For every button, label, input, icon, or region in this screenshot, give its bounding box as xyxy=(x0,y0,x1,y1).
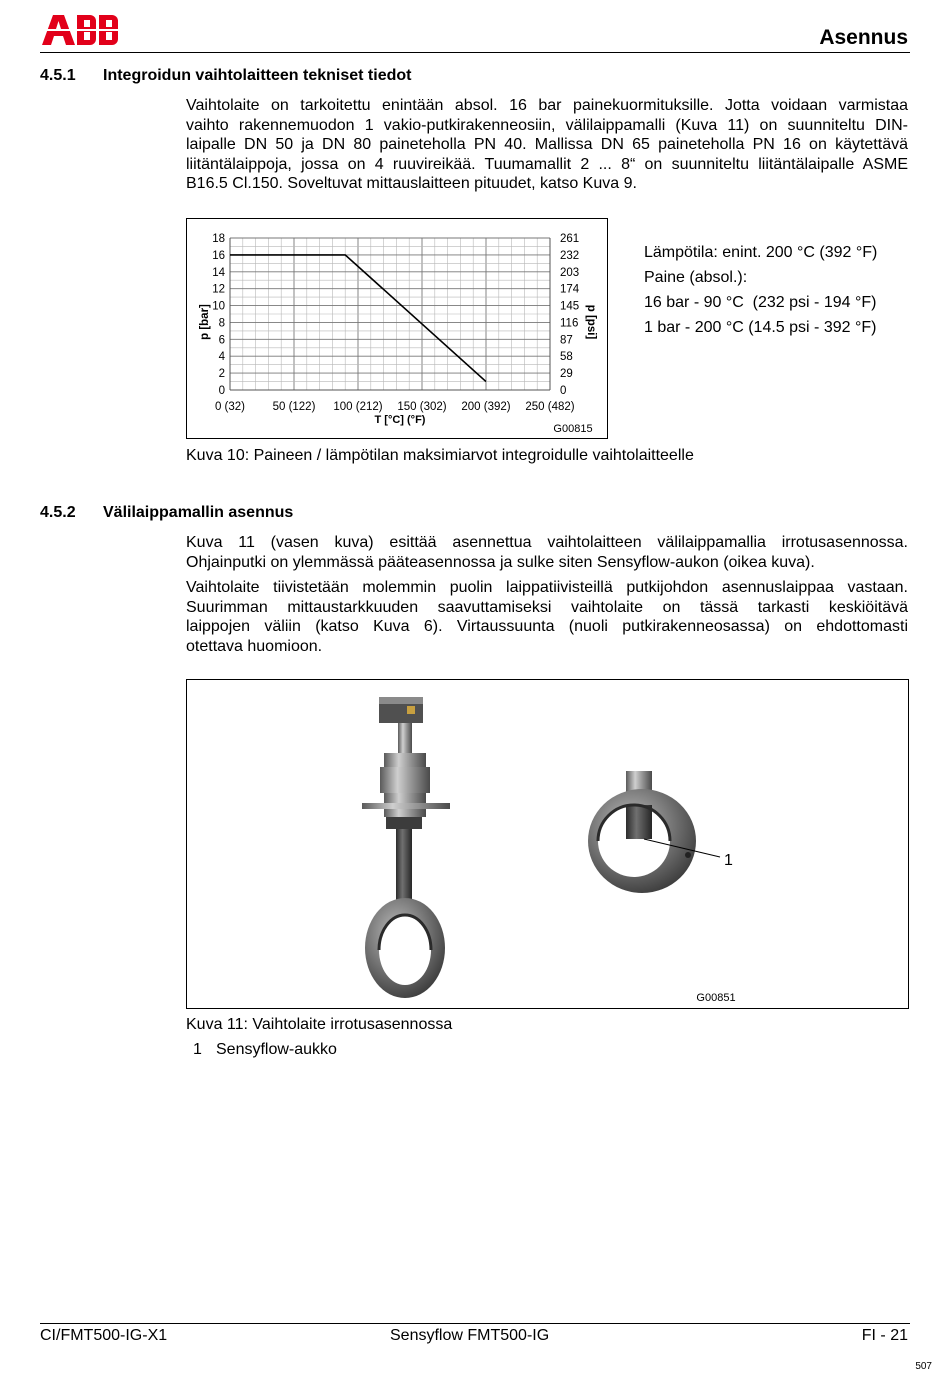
y2-tick-label: 29 xyxy=(560,368,573,381)
paragraph-line: vaihto rakennemuodon 1 vakio-putkirakenneosiin, välilaippamalli (Kuva 11) on suunniteltu DIN- xyxy=(186,116,908,134)
condition-line: Lämpötila: enint. 200 °C (392 °F) xyxy=(644,244,878,261)
flange-ring-image xyxy=(588,771,720,893)
y2-axis-label: p [psi] xyxy=(585,304,597,340)
section-header-title: Asennus xyxy=(819,26,908,49)
footer-page-ref: FI - 21 xyxy=(861,1327,908,1344)
x-tick-label: 0 (32) xyxy=(214,401,246,413)
section-title-452: Välilaippamallin asennus xyxy=(103,504,294,521)
section-452-paragraph-1 xyxy=(186,533,908,572)
y2-tick-label: 116 xyxy=(560,317,579,330)
y2-tick-label: 261 xyxy=(560,233,580,245)
footer-document-id: CI/FMT500-IG-X1 xyxy=(40,1327,168,1344)
x-tick-label: 150 (302) xyxy=(397,401,447,413)
section-title-451: Integroidun vaihtolaitteen tekniset tiedot xyxy=(103,67,412,84)
chart-grid xyxy=(230,238,550,390)
y-tick-label: 6 xyxy=(218,334,225,347)
paragraph-line: Kuva 11 (vasen kuva) esittää asennettua vaihtolaitteen välilaippamallia irrotusasennossa. xyxy=(186,534,908,551)
legend-text: Sensyflow-aukko xyxy=(216,1041,337,1058)
section-number-451: 4.5.1 xyxy=(40,67,76,84)
figure11-photos xyxy=(186,679,909,1009)
y2-tick-label: 58 xyxy=(560,351,573,364)
y-tick-label: 2 xyxy=(218,368,225,381)
paragraph-line: Vaihtolaite tiivistetään molemmin puolin laippatiivisteillä putkijohdon asennuslaippaa vastaan. xyxy=(186,579,908,596)
section-452-paragraph-2 xyxy=(186,578,908,656)
y-axis-label: p [bar] xyxy=(199,304,211,340)
figure11-code: G00851 xyxy=(696,992,736,1004)
paragraph-line: B16.5 Cl.150. Soveltuvat mittauslaitteen pituudet, katso Kuva 9. xyxy=(186,175,637,192)
x-tick-label: 100 (212) xyxy=(333,401,383,413)
figure10-code: G00815 xyxy=(553,423,593,435)
paragraph-line: laipalle DN 50 ja DN 80 paineteholla PN 40. Mallissa DN 65 paineteholla PN 16 on käytettävä xyxy=(186,136,908,153)
legend-number: 1 xyxy=(193,1041,202,1058)
y-tick-label: 12 xyxy=(212,283,225,296)
x-tick-label: 200 (392) xyxy=(461,401,511,413)
pressure-temperature-chart xyxy=(186,218,608,439)
footer-rule xyxy=(40,1323,910,1324)
paragraph-line: laippojen väliin (katso Kuva 6). Virtaussuunta (nuoli putkirakenneosassa) on ehdottomasti xyxy=(186,618,908,635)
x-axis-label: T [°C] (°F) xyxy=(374,414,426,426)
section-number-452: 4.5.2 xyxy=(40,504,76,521)
figure10-caption: Kuva 10: Paineen / lämpötilan maksimiarvot integroidulle vaihtolaitteelle xyxy=(186,447,694,464)
abb-logo xyxy=(40,14,120,46)
paragraph-line: otettava huomioon. xyxy=(186,637,323,655)
paragraph-line: Ohjainputki on ylemmässä pääteasennossa ja sulke siten Sensyflow-aukon (oikea kuva). xyxy=(186,553,815,571)
paragraph-line: liitäntälaippoja, jossa on 4 ruuvireikää. Tuumamallit 2 ... 8“ on suunniteltu liitäntälaipalle ASME xyxy=(186,155,908,173)
y-tick-label: 18 xyxy=(212,233,225,245)
condition-line: 1 bar - 200 °C (14.5 psi - 392 °F) xyxy=(644,319,877,336)
figure10-conditions xyxy=(644,240,877,340)
y-tick-label: 0 xyxy=(218,385,225,397)
y2-tick-label: 203 xyxy=(560,266,580,279)
figure11-caption: Kuva 11: Vaihtolaite irrotusasennossa xyxy=(186,1016,453,1033)
device-installed-image xyxy=(362,697,450,998)
y2-tick-label: 0 xyxy=(560,385,567,397)
x-tick-label: 50 (122) xyxy=(272,401,316,413)
condition-line: Paine (absol.): xyxy=(644,269,748,286)
y-tick-label: 14 xyxy=(212,266,225,279)
condition-line: 16 bar - 90 °C (232 psi - 194 °F) xyxy=(644,294,877,311)
y-tick-label: 4 xyxy=(218,351,225,364)
y-tick-label: 10 xyxy=(212,300,225,313)
y2-tick-label: 174 xyxy=(560,283,580,296)
footer-product-name: Sensyflow FMT500-IG xyxy=(390,1327,550,1344)
paragraph-line: Suurimman mittaustarkkuuden saavuttamiseksi vaihtolaite on tässä tarkasti keskiöitävä xyxy=(186,598,908,616)
header-rule xyxy=(40,52,910,53)
y-tick-label: 8 xyxy=(218,317,225,330)
x-tick-label: 250 (482) xyxy=(525,401,575,413)
y-tick-label: 16 xyxy=(212,249,225,262)
paragraph-line: Vaihtolaite on tarkoitettu enintään absol. 16 bar painekuormituksille. Jotta voidaan varmistaa xyxy=(186,97,908,114)
y2-tick-label: 87 xyxy=(560,334,573,347)
callout-number: 1 xyxy=(724,852,733,869)
y2-tick-label: 145 xyxy=(560,300,580,313)
section-451-paragraph xyxy=(186,96,908,194)
y2-tick-label: 232 xyxy=(560,249,580,262)
page-number: 507 xyxy=(915,1361,932,1372)
